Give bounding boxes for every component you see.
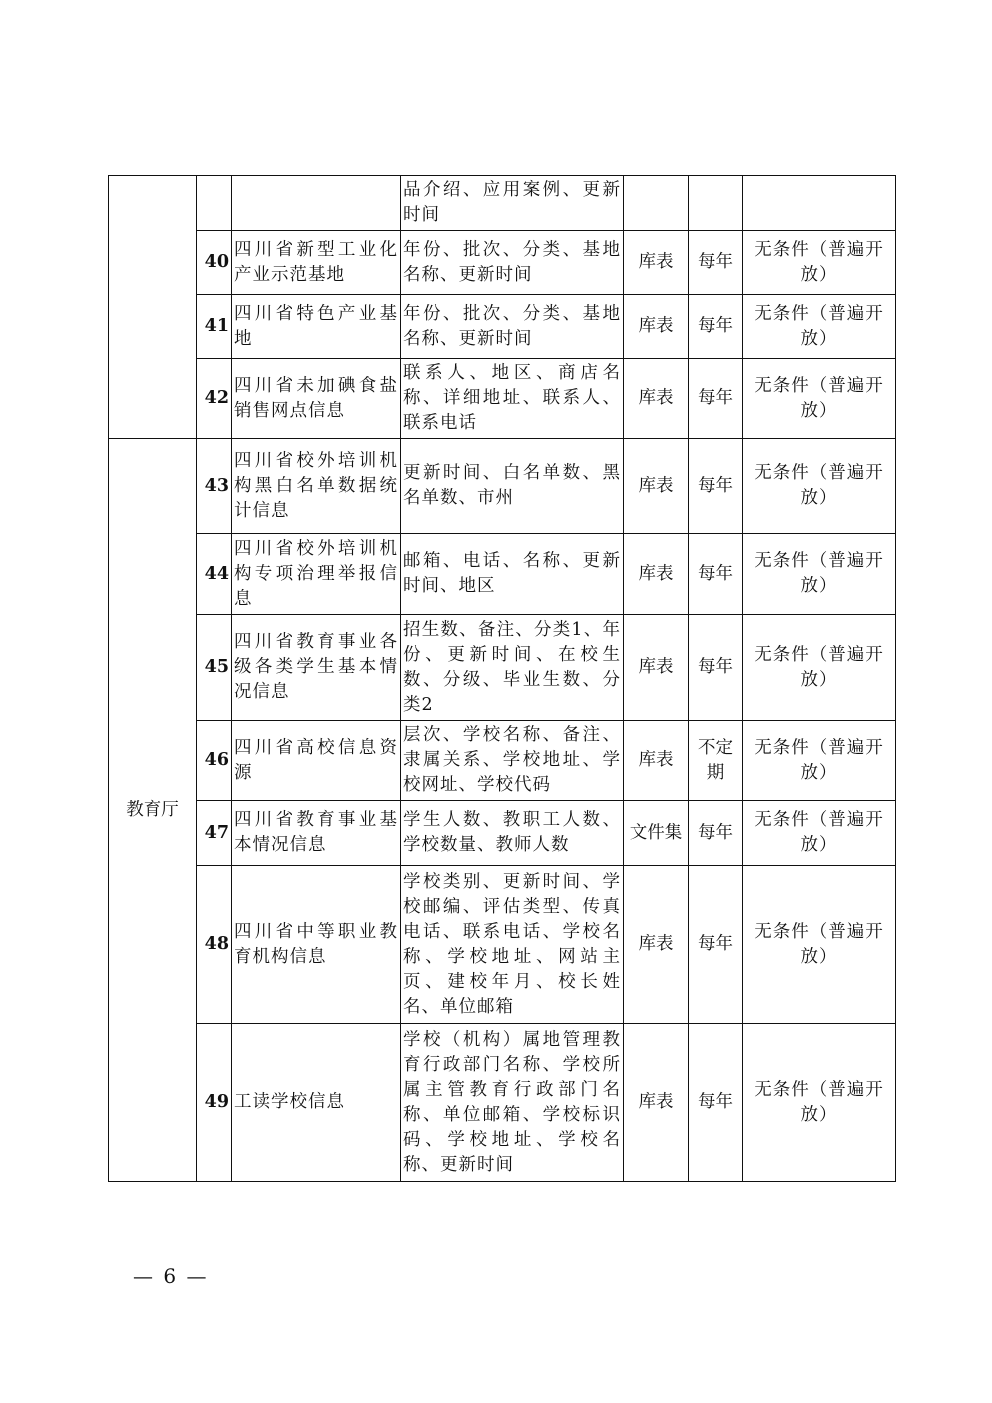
update-frequency: 每年 <box>689 615 743 721</box>
resource-name: 四川省新型工业化产业示范基地 <box>232 231 401 295</box>
resource-fields: 学校类别、更新时间、学校邮编、评估类型、传真电话、联系电话、学校名称、学校地址、网站主页、建校年月、校长姓名、单位邮箱 <box>401 866 624 1024</box>
table-row <box>109 866 896 1024</box>
row-number: 42 <box>197 359 232 439</box>
row-number: 48 <box>197 866 232 1024</box>
resource-fields: 联系人、地区、商店名称、详细地址、联系人、联系电话 <box>401 359 624 439</box>
resource-type: 库表 <box>624 439 689 534</box>
resource-type: 库表 <box>624 534 689 615</box>
open-condition: 无条件（普遍开放） <box>743 295 896 359</box>
update-frequency: 每年 <box>689 1024 743 1182</box>
row-number: 43 <box>197 439 232 534</box>
row-number: 40 <box>197 231 232 295</box>
resource-type: 文件集 <box>624 801 689 866</box>
resource-name: 四川省教育事业各级各类学生基本情况信息 <box>232 615 401 721</box>
update-frequency: 每年 <box>689 295 743 359</box>
resource-name: 四川省校外培训机构黑白名单数据统计信息 <box>232 439 401 534</box>
department-cell <box>109 176 197 439</box>
open-condition: 无条件（普遍开放） <box>743 866 896 1024</box>
open-condition: 无条件（普遍开放） <box>743 439 896 534</box>
resource-fields: 年份、批次、分类、基地名称、更新时间 <box>401 295 624 359</box>
row-number: 41 <box>197 295 232 359</box>
resource-name <box>232 176 401 231</box>
table-row <box>109 1024 896 1182</box>
row-number: 47 <box>197 801 232 866</box>
resource-fields: 品介绍、应用案例、更新时间 <box>401 176 624 231</box>
update-frequency: 每年 <box>689 231 743 295</box>
open-condition <box>743 176 896 231</box>
page-number: — 6 — <box>133 1264 209 1288</box>
open-condition: 无条件（普遍开放） <box>743 721 896 801</box>
open-condition: 无条件（普遍开放） <box>743 801 896 866</box>
resource-type <box>624 176 689 231</box>
resource-fields: 招生数、备注、分类1、年份、更新时间、在校生数、分级、毕业生数、分类2 <box>401 615 624 721</box>
table-row <box>109 359 896 439</box>
resource-fields: 学生人数、教职工人数、学校数量、教师人数 <box>401 801 624 866</box>
update-frequency: 每年 <box>689 866 743 1024</box>
resource-name: 四川省特色产业基地 <box>232 295 401 359</box>
row-number: 46 <box>197 721 232 801</box>
update-frequency: 每年 <box>689 359 743 439</box>
resource-fields: 更新时间、白名单数、黑名单数、市州 <box>401 439 624 534</box>
catalog-table <box>108 175 896 1182</box>
row-number: 45 <box>197 615 232 721</box>
row-number: 44 <box>197 534 232 615</box>
table-row <box>109 176 896 231</box>
resource-fields: 学校（机构）属地管理教育行政部门名称、学校所属主管教育行政部门名称、单位邮箱、学校标识码、学校地址、学校名称、更新时间 <box>401 1024 624 1182</box>
table-row <box>109 721 896 801</box>
table-row <box>109 615 896 721</box>
resource-name: 工读学校信息 <box>232 1024 401 1182</box>
resource-fields: 年份、批次、分类、基地名称、更新时间 <box>401 231 624 295</box>
resource-name: 四川省未加碘食盐销售网点信息 <box>232 359 401 439</box>
row-number <box>197 176 232 231</box>
resource-type: 库表 <box>624 615 689 721</box>
department-cell: 教育厅 <box>109 439 197 1182</box>
table-row <box>109 231 896 295</box>
resource-name: 四川省中等职业教育机构信息 <box>232 866 401 1024</box>
resource-name: 四川省校外培训机构专项治理举报信息 <box>232 534 401 615</box>
resource-type: 库表 <box>624 295 689 359</box>
resource-type: 库表 <box>624 866 689 1024</box>
resource-type: 库表 <box>624 359 689 439</box>
table-row <box>109 801 896 866</box>
open-condition: 无条件（普遍开放） <box>743 534 896 615</box>
open-condition: 无条件（普遍开放） <box>743 359 896 439</box>
table-row <box>109 439 896 534</box>
update-frequency: 每年 <box>689 439 743 534</box>
open-condition: 无条件（普遍开放） <box>743 615 896 721</box>
resource-name: 四川省高校信息资源 <box>232 721 401 801</box>
resource-type: 库表 <box>624 1024 689 1182</box>
resource-name: 四川省教育事业基本情况信息 <box>232 801 401 866</box>
open-condition: 无条件（普遍开放） <box>743 1024 896 1182</box>
table-row <box>109 295 896 359</box>
row-number: 49 <box>197 1024 232 1182</box>
resource-type: 库表 <box>624 721 689 801</box>
resource-type: 库表 <box>624 231 689 295</box>
update-frequency: 每年 <box>689 801 743 866</box>
open-condition: 无条件（普遍开放） <box>743 231 896 295</box>
update-frequency: 不定期 <box>689 721 743 801</box>
table-row <box>109 534 896 615</box>
update-frequency <box>689 176 743 231</box>
resource-fields: 邮箱、电话、名称、更新时间、地区 <box>401 534 624 615</box>
resource-fields: 层次、学校名称、备注、隶属关系、学校地址、学校网址、学校代码 <box>401 721 624 801</box>
update-frequency: 每年 <box>689 534 743 615</box>
